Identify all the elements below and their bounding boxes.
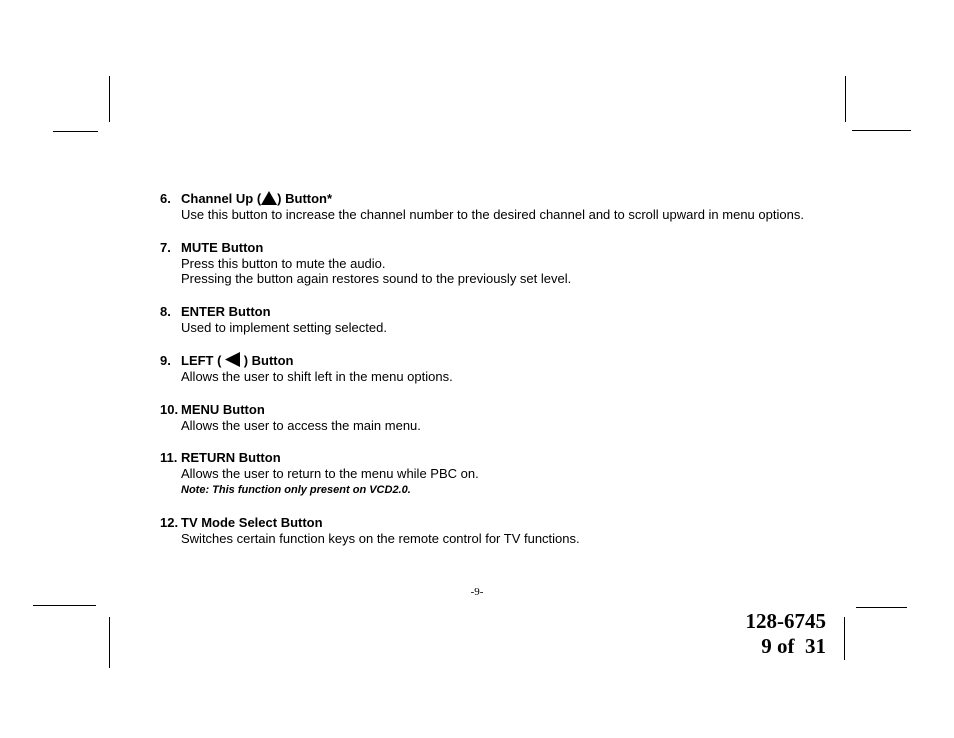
item-note: Note: This function only present on VCD2.0. [181, 483, 411, 496]
item-heading [160, 515, 860, 531]
crop-mark [852, 130, 911, 131]
item-number: 6. [160, 191, 171, 206]
item-title-suffix: ) Button* [277, 191, 333, 206]
crop-mark [33, 605, 96, 606]
item-description: Use this button to increase the channel number to the desired channel and to scroll upward in menu options. [181, 207, 804, 222]
item-description: Allows the user to access the main menu. [181, 417, 421, 433]
crop-mark [53, 131, 98, 132]
item-number: 9. [160, 353, 171, 368]
crop-mark [845, 76, 846, 122]
item-title: MENU Button [181, 401, 265, 417]
crop-mark [109, 76, 110, 122]
item-description: Allows the user to return to the menu while PBC on. [181, 466, 479, 481]
item-mute [160, 240, 860, 287]
item-title: LEFT ( [181, 353, 222, 368]
item-heading [160, 191, 860, 207]
button-descriptions [160, 191, 860, 563]
crop-mark [844, 617, 845, 660]
item-number: 10. [160, 401, 179, 417]
item-return [160, 450, 860, 498]
item-channel-up [160, 191, 860, 223]
crop-mark [856, 607, 907, 608]
document-id-block [746, 609, 827, 659]
item-heading [160, 352, 860, 369]
item-number: 12. [160, 514, 179, 530]
item-heading [160, 402, 860, 418]
item-title: Channel Up ( [181, 191, 262, 206]
item-title: RETURN Button [181, 450, 281, 465]
page-number: -9- [470, 586, 484, 598]
item-number: 7. [160, 239, 171, 255]
document-number: 128-6745 [745, 609, 826, 633]
up-triangle-icon [261, 191, 277, 205]
item-tv-mode-select [160, 515, 860, 547]
item-number: 11. [160, 450, 178, 465]
item-title: MUTE Button [181, 239, 264, 255]
item-description: Press this button to mute the audio. [181, 255, 386, 271]
page-of-total: 9 of 31 [761, 634, 826, 658]
item-description: Used to implement setting selected. [181, 319, 387, 335]
item-number: 8. [160, 303, 171, 319]
item-heading [160, 450, 860, 466]
item-enter [160, 304, 860, 336]
item-heading [160, 304, 860, 320]
item-title: TV Mode Select Button [181, 514, 323, 530]
item-description: Allows the user to shift left in the menu options. [181, 369, 453, 384]
item-menu [160, 402, 860, 434]
item-description: Switches certain function keys on the remote control for TV functions. [181, 530, 580, 546]
item-left [160, 352, 860, 385]
left-triangle-icon [225, 352, 240, 367]
item-title-suffix: ) Button [243, 353, 294, 368]
crop-mark [109, 617, 110, 668]
item-description: Pressing the button again restores sound to the previously set level. [181, 271, 572, 286]
item-title: ENTER Button [181, 303, 271, 319]
item-heading [160, 240, 860, 256]
